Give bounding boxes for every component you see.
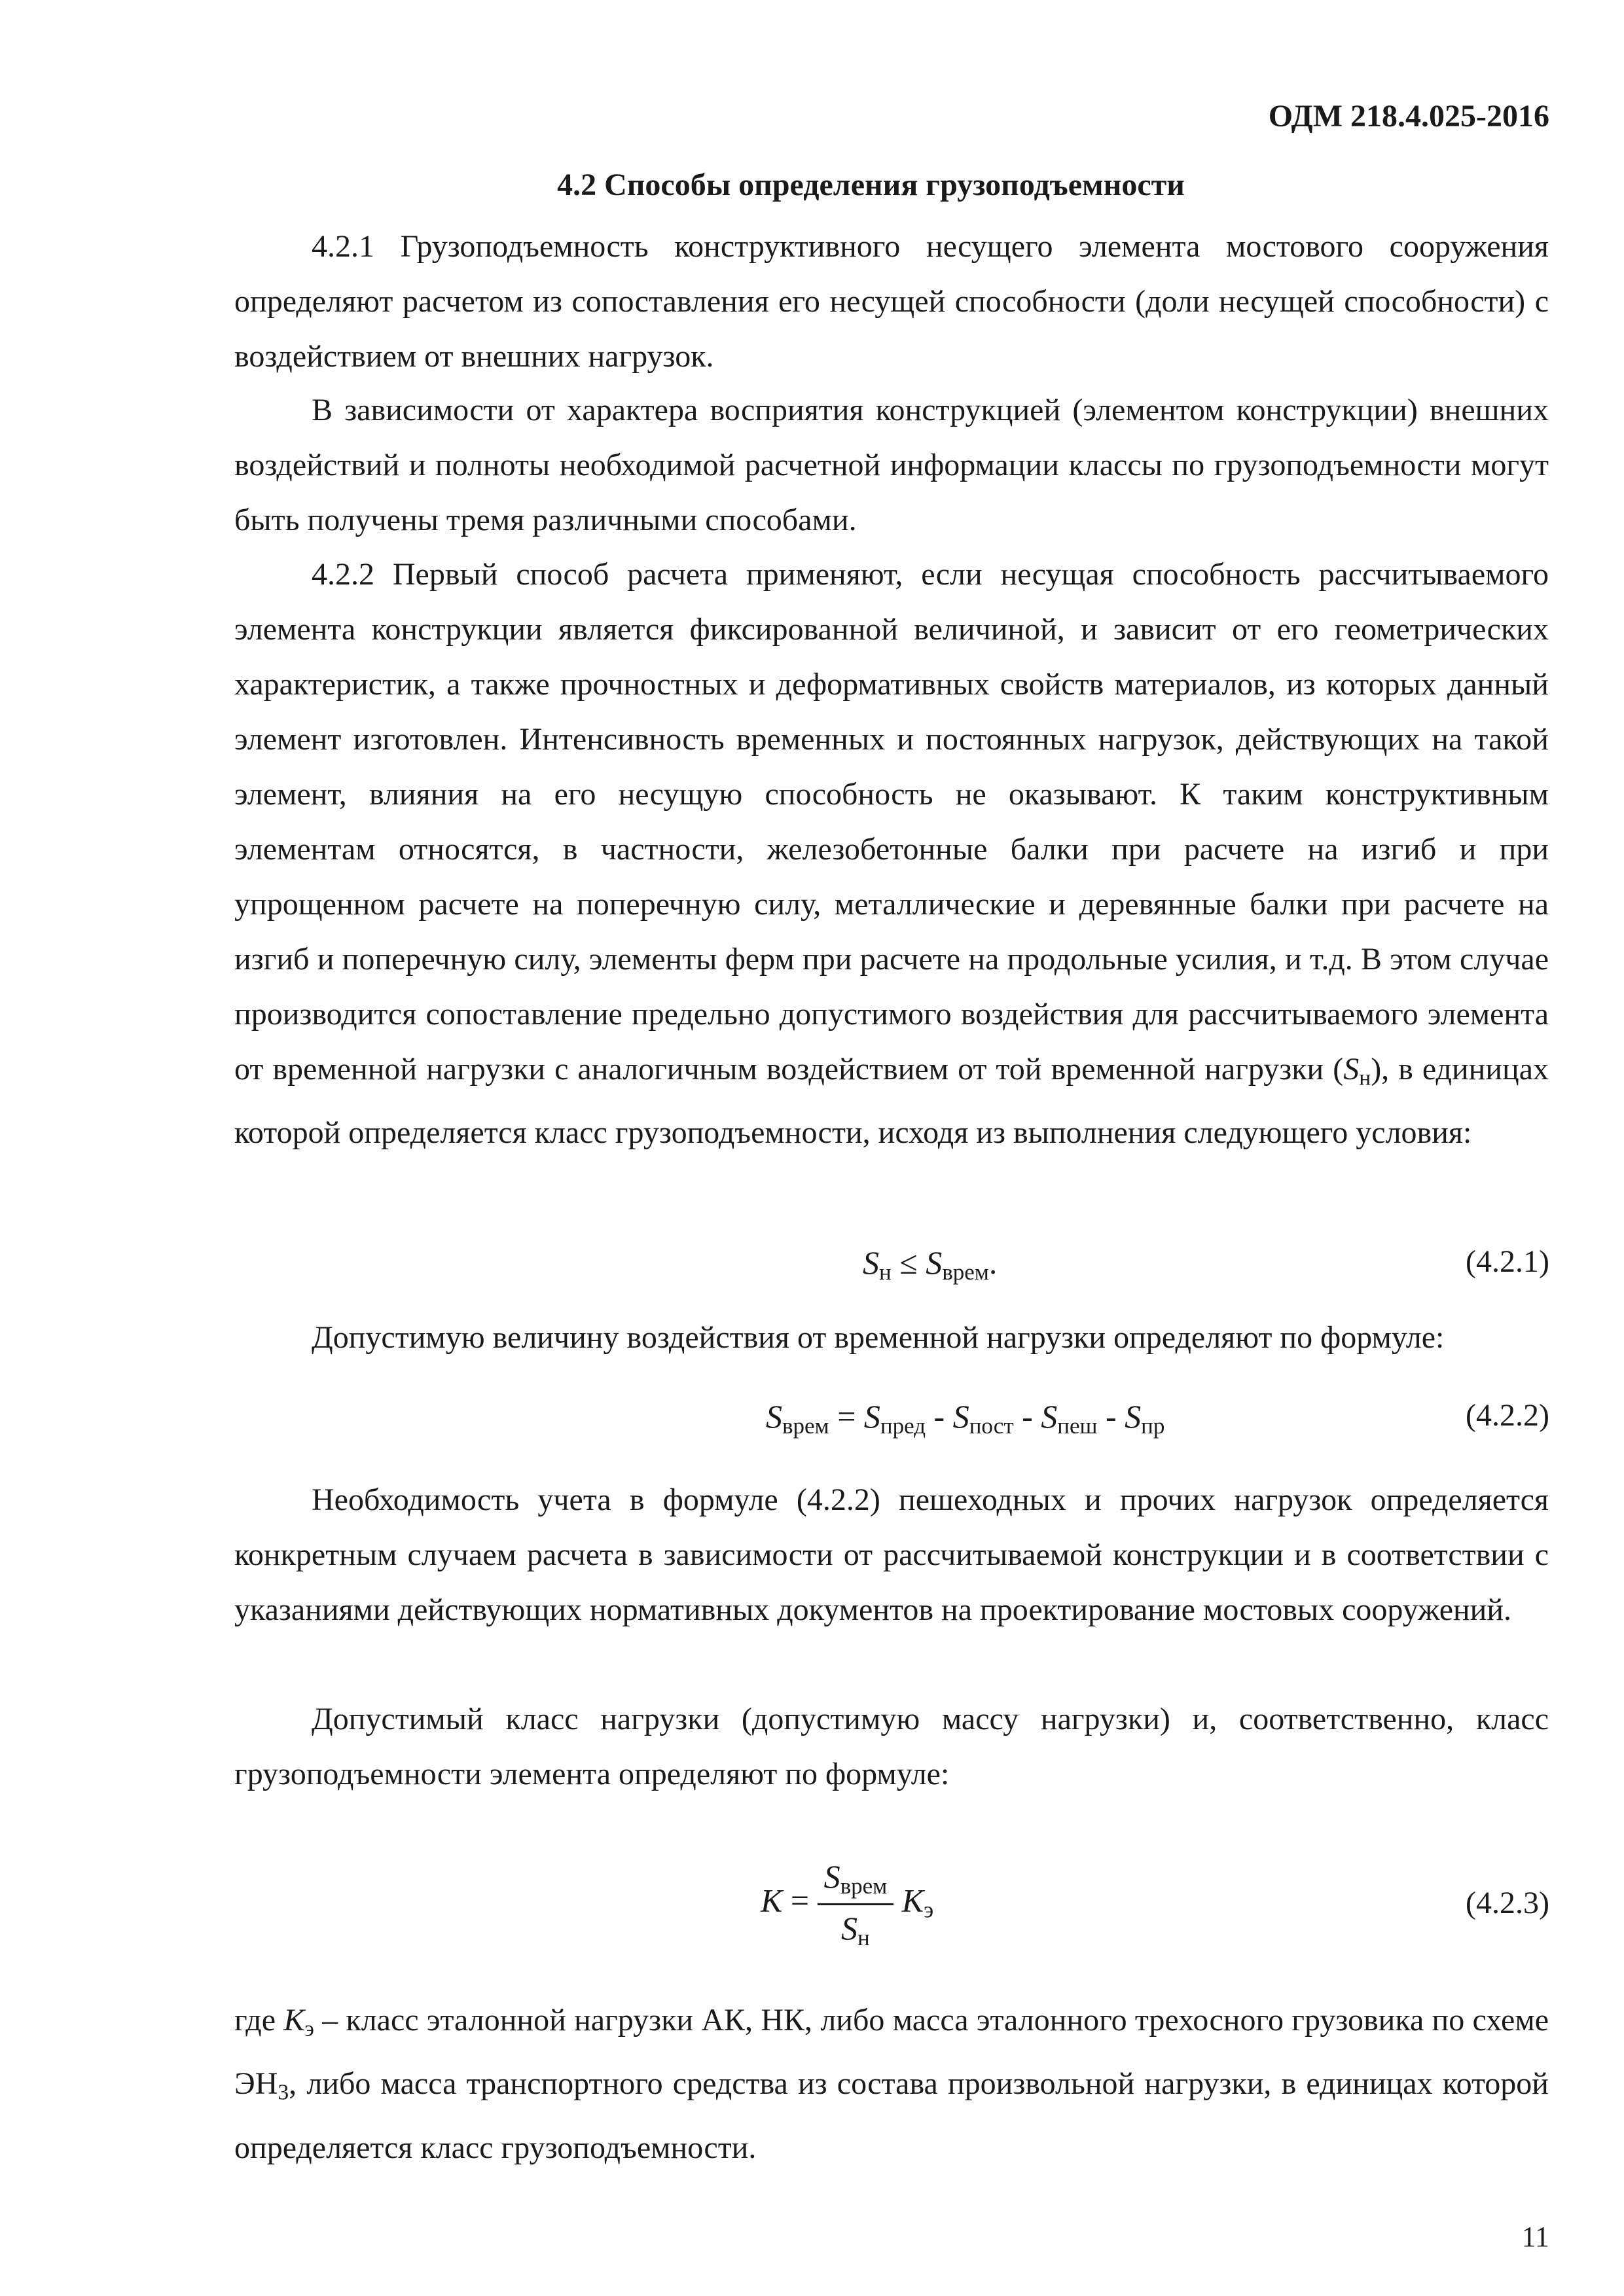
paragraph-4-2-2: 4.2.2 Первый способ расчета применяют, если несущая способность рассчитываемого элемента конструкции является фиксированной величиной, и зависит от его геометрических характеристик, а также прочностных и деформативных свойств материалов, из которых данный элемент изготовлен. Интенсивность временных и постоянных нагрузок, действующих на такой элемент, влияния на его несущую способность не оказывают. К таким конструктивным элементам относятся, в частности, железобетонные балки при расчете на изгиб и при упрощенном расчете на поперечную силу, металлические и деревянные балки при расчете на изгиб и поперечную силу, элементы ферм при расчете на продольные усилия, и т.д. В этом случае производится сопоставление предельно допустимого воздействия для рассчитываемого элемента от временной нагрузки с аналогичным воздействием от той временной нагрузки $(S_н)$, в единицах которой определяется класс грузоподъемности, исходя из выполнения следующего условия: xyxy=(234,557,1549,1151)
formula-number-4-2-3: (4.2.3) xyxy=(1466,1886,1549,1920)
formula-4-2-1: $S_н \le S_{врем}$. xyxy=(863,1244,998,1285)
paragraph-methods-intro: В зависимости от характера восприятия конструкцией (элементом конструкции) внешних воздействий и полноты необходимой расчетной информации классы по грузоподъемности могут быть получены тремя различными способами. xyxy=(234,393,1549,537)
paragraph-4-2-1: 4.2.1 Грузоподъемность конструктивного несущего элемента мостового сооружения определяют расчетом из сопоставления его несущей способности (доли несущей способности) с воздействием от внешних нагрузок. xyxy=(234,229,1549,374)
paragraph-temporary-load: Допустимую величину воздействия от временной нагрузки определяют по формуле: xyxy=(312,1320,1445,1355)
formula-number-4-2-1: (4.2.1) xyxy=(1466,1244,1549,1279)
formula-number-4-2-2: (4.2.2) xyxy=(1466,1398,1549,1433)
paragraph-where-definition: где $K_э$ – класс эталонной нагрузки АК, НК, либо масса эталонного трехосного грузовика по схеме $ЭН_3$, либо масса транспортного средства из состава произвольной нагрузки, в единицах которой определяется класс грузоподъемности. xyxy=(234,2003,1549,2165)
section-title: 4.2 Способы определения грузоподъемности xyxy=(557,168,1185,202)
formula-4-2-3: K = $\frac{S_{врем}}{S_н}$ $K_э$ xyxy=(761,1858,934,1950)
paragraph-allowable-class: Допустимый класс нагрузки (допустимую массу нагрузки) и, соответственно, класс грузоподъемности элемента определяют по формуле: xyxy=(234,1702,1549,1791)
page-number: 11 xyxy=(1521,2221,1549,2253)
formula-4-2-2: $S_{врем} = S_{пред} - S_{пост} - S_{пеш} - S_{пр}$ xyxy=(766,1398,1165,1439)
fraction: $\frac{S_{врем}}{S_н}$ xyxy=(818,1857,894,1951)
paragraph-pedestrian-loads: Необходимость учета в формуле (4.2.2) пешеходных и прочих нагрузок определяется конкретным случаем расчета в зависимости от рассчитываемой конструкции и в соответствии с указаниями действующих нормативных документов на проектирование мостовых сооружений. xyxy=(234,1482,1549,1627)
document-code: ОДМ 218.4.025-2016 xyxy=(1268,99,1549,134)
